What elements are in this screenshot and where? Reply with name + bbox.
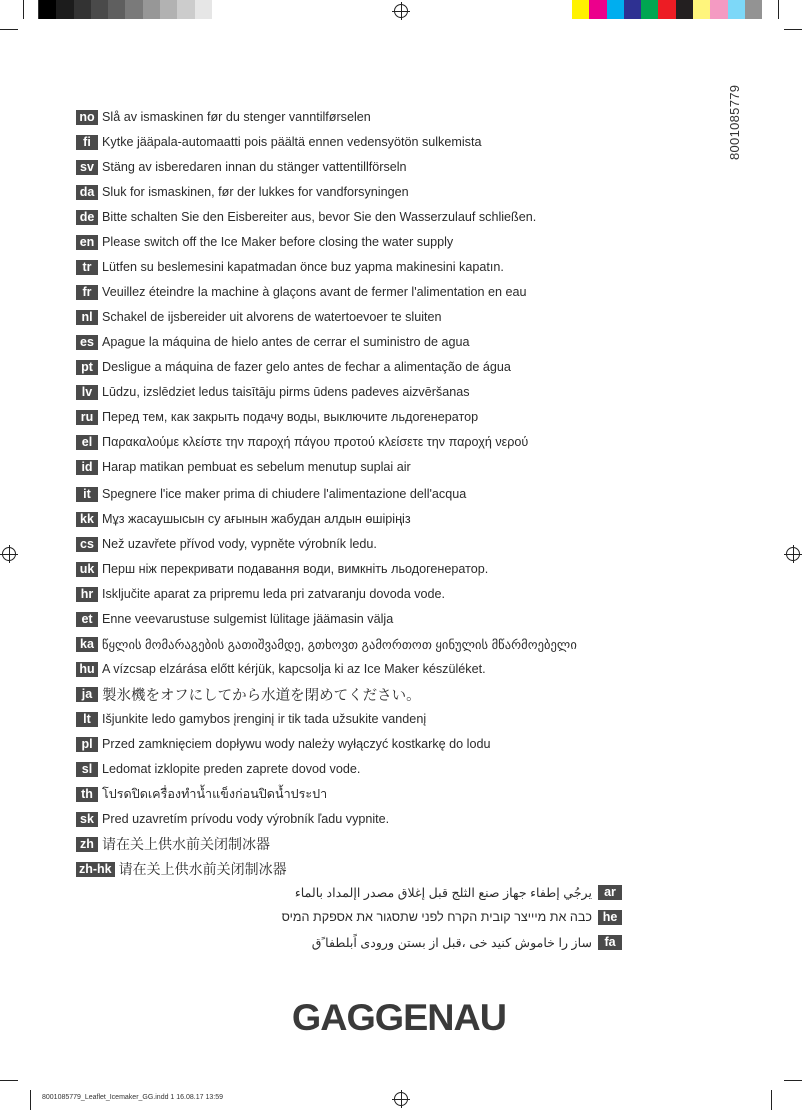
color-swatch: [56, 0, 73, 19]
registration-mark-icon: [2, 547, 16, 561]
process-color-bar: [572, 0, 762, 19]
language-code-badge: da: [76, 185, 98, 200]
instruction-text: Sluk for ismaskinen, før der lukkes for vandforsyningen: [102, 185, 409, 199]
instruction-text: Przed zamknięciem dopływu wody należy wyłączyć kostkarkę do lodu: [102, 737, 491, 751]
crop-mark: [23, 0, 24, 19]
instruction-text: Desligue a máquina de fazer gelo antes de fechar a alimentação de água: [102, 360, 511, 374]
color-swatch: [658, 0, 675, 19]
color-swatch: [143, 0, 160, 19]
color-swatch: [676, 0, 693, 19]
instruction-row-da: [76, 184, 409, 200]
crop-mark: [30, 1090, 31, 1110]
language-code-badge: ka: [76, 637, 98, 652]
instruction-text: Veuillez éteindre la machine à glaçons avant de fermer l'alimentation en eau: [102, 285, 527, 299]
instruction-row-hr: [76, 586, 445, 602]
language-code-badge: el: [76, 435, 98, 450]
color-swatch: [177, 0, 194, 19]
color-swatch: [91, 0, 108, 19]
instruction-row-fr: [76, 284, 527, 300]
instruction-text: Apague la máquina de hielo antes de cerrar el suministro de agua: [102, 335, 470, 349]
color-swatch: [728, 0, 745, 19]
instruction-row-lt: [76, 711, 426, 727]
color-swatch: [108, 0, 125, 19]
language-code-badge: it: [76, 487, 98, 502]
color-swatch: [212, 0, 229, 19]
instruction-row-el: [76, 434, 528, 450]
language-code-badge: kk: [76, 512, 98, 527]
color-swatch: [710, 0, 727, 19]
language-code-badge: nl: [76, 310, 98, 325]
language-code-badge: pl: [76, 737, 98, 752]
instruction-row-et: [76, 611, 393, 627]
color-swatch: [39, 0, 56, 19]
instruction-row-lv: [76, 384, 470, 400]
instruction-text: A vízcsap elzárása előtt kérjük, kapcsolja ki az Ice Maker készüléket.: [102, 662, 486, 676]
instruction-row-zh-hk: [76, 861, 287, 877]
instruction-row-cs: [76, 536, 377, 552]
instruction-row-hu: [76, 661, 486, 677]
instruction-row-fa: [311, 934, 616, 950]
instruction-text: Pred uzavretím prívodu vody výrobník ľadu vypnite.: [102, 812, 390, 826]
language-code-badge: no: [76, 110, 98, 125]
instruction-text: Bitte schalten Sie den Eisbereiter aus, bevor Sie den Wasserzulauf schließen.: [102, 210, 537, 224]
instruction-row-es: [76, 334, 470, 350]
registration-mark-icon: [394, 1092, 408, 1106]
crop-mark: [0, 1080, 18, 1081]
brand-logo: GAGGENAU: [291, 997, 507, 1038]
language-code-badge: sk: [76, 812, 98, 827]
instruction-row-th: [76, 786, 327, 802]
crop-mark: [778, 0, 779, 19]
language-code-badge: sv: [76, 160, 98, 175]
instruction-row-pt: [76, 359, 511, 375]
language-code-badge: de: [76, 210, 98, 225]
instruction-row-ru: [76, 409, 478, 425]
color-swatch: [572, 0, 589, 19]
instruction-text: Spegnere l'ice maker prima di chiudere l'alimentazione dell'acqua: [102, 487, 467, 501]
file-slug: 8001085779_Leaflet_Icemaker_GG.indd 1 16.08.17 13:59: [42, 1094, 223, 1101]
instruction-text: Stäng av isberedaren innan du stänger vattentillförseln: [102, 160, 407, 174]
color-swatch: [624, 0, 641, 19]
instruction-text: Enne veevarustuse sulgemist lülitage jäämasin välja: [102, 612, 394, 626]
instruction-row-zh: [76, 836, 270, 852]
instruction-text: 请在关上供水前关闭制冰器: [102, 836, 270, 852]
instruction-row-uk: [76, 561, 488, 577]
color-swatch: [745, 0, 762, 19]
language-code-badge: et: [76, 612, 98, 627]
instruction-row-nl: [76, 309, 442, 325]
language-code-badge: lt: [76, 712, 98, 727]
instruction-text: 製氷機をオフにしてから水道を閉めてください。: [102, 687, 421, 704]
instruction-text: Ledomat izklopite preden zaprete dovod vode.: [102, 762, 361, 776]
language-code-badge: he: [598, 910, 622, 925]
instruction-text: Kytke jääpala-automaatti pois päältä ennen vedensyötön sulkemista: [102, 135, 482, 149]
language-code-badge: en: [76, 235, 98, 250]
language-code-badge: zh: [76, 837, 98, 852]
instruction-row-fi: [76, 134, 481, 150]
language-code-badge: hu: [76, 662, 98, 677]
instruction-text: Перш ніж перекривати подавання води, вимкніть льодогенератор.: [102, 562, 489, 576]
gray-color-bar: [38, 0, 229, 19]
crop-mark: [784, 29, 802, 30]
instruction-row-sl: [76, 761, 360, 777]
language-code-badge: ar: [598, 885, 622, 900]
language-code-badge: th: [76, 787, 98, 802]
instruction-text: Harap matikan pembuat es sebelum menutup suplai air: [102, 460, 411, 474]
language-code-badge: zh-hk: [76, 862, 115, 877]
color-swatch: [589, 0, 606, 19]
document-number: 8001085779: [727, 84, 742, 160]
language-code-badge: ru: [76, 410, 98, 425]
instruction-row-kk: [76, 511, 411, 527]
language-code-badge: uk: [76, 562, 98, 577]
color-swatch: [607, 0, 624, 19]
instruction-row-ar: [294, 884, 616, 900]
instruction-text: Než uzavřete přívod vody, vypněte výrobník ledu.: [102, 537, 377, 551]
instruction-text: Schakel de ijsbereider uit alvorens de watertoevoer te sluiten: [102, 310, 442, 324]
instruction-text: Lütfen su beslemesini kapatmadan önce buz yapma makinesini kapatın.: [102, 260, 504, 274]
instruction-row-he: [281, 909, 618, 925]
crop-mark: [0, 29, 18, 30]
instruction-row-en: [76, 234, 453, 250]
language-code-badge: fr: [76, 285, 98, 300]
instruction-row-tr: [76, 259, 504, 275]
instruction-text: Мұз жасаушысын су ағынын жабудан алдын өшіріңіз: [102, 512, 411, 526]
instruction-text: Перед тем, как закрыть подачу воды, выключите льдогенератор: [102, 410, 479, 424]
instruction-text: წყლის მომარაგების გათიშვამდე, გთხოვთ გამორთოთ ყინულის მწარმოებელი: [102, 637, 577, 652]
instruction-text: סימה תקפסא תא רוגסתש ינפל חרקה תיבוק רצייימ תא הבכ: [281, 910, 592, 924]
language-code-badge: sl: [76, 762, 98, 777]
instruction-row-it: [76, 486, 466, 502]
color-swatch: [160, 0, 177, 19]
instruction-text: 请在关上供水前关闭制冰器: [118, 861, 287, 877]
instruction-row-no: [76, 109, 371, 125]
instruction-row-pl: [76, 736, 490, 752]
instruction-text: Παρακαλούμε κλείστε την παροχή πάγου προτού κλείσετε την παροχή νερού: [102, 435, 529, 449]
instruction-text: โปรดปิดเครื่องทำน้ำแข็งก่อนปิดน้ำประปา: [102, 787, 328, 801]
instruction-text: Išjunkite ledo gamybos įrenginį ir tik tada užsukite vandenį: [102, 712, 427, 726]
crop-mark: [771, 1090, 772, 1110]
instruction-row-ja: [76, 686, 421, 702]
instruction-text: ق ًافطلباً یدورو نتسب زا لبق، یخ دینک شوماخ ار زاس: [311, 935, 592, 950]
color-swatch: [641, 0, 658, 19]
instruction-text: Slå av ismaskinen før du stenger vanntilførselen: [102, 110, 371, 124]
color-swatch: [74, 0, 91, 19]
instruction-text: Isključite aparat za pripremu leda pri zatvaranju dovoda vode.: [102, 587, 446, 601]
language-code-badge: ja: [76, 687, 98, 702]
color-swatch: [693, 0, 710, 19]
instruction-row-de: [76, 209, 536, 225]
language-code-badge: pt: [76, 360, 98, 375]
language-code-badge: fi: [76, 135, 98, 150]
registration-mark-icon: [786, 547, 800, 561]
language-code-badge: cs: [76, 537, 98, 552]
instruction-row-sv: [76, 159, 407, 175]
instruction-row-sk: [76, 811, 389, 827]
instruction-text: ءاملاب دادملإا ردصم قالغإ لبق جلثلا عنص زاهج ءافطإ يجُري: [294, 885, 592, 900]
language-code-badge: lv: [76, 385, 98, 400]
language-code-badge: id: [76, 460, 98, 475]
instruction-row-ka: [76, 636, 577, 652]
crop-mark: [784, 1080, 802, 1081]
instruction-text: Please switch off the Ice Maker before closing the water supply: [102, 235, 454, 249]
color-swatch: [195, 0, 212, 19]
instruction-row-id: [76, 459, 411, 475]
language-code-badge: hr: [76, 587, 98, 602]
instruction-text: Lūdzu, izslēdziet ledus taisītāju pirms ūdens padeves aizvēršanas: [102, 385, 470, 399]
language-code-badge: es: [76, 335, 98, 350]
registration-mark-icon: [394, 4, 408, 18]
language-code-badge: tr: [76, 260, 98, 275]
language-code-badge: fa: [598, 935, 622, 950]
color-swatch: [125, 0, 142, 19]
